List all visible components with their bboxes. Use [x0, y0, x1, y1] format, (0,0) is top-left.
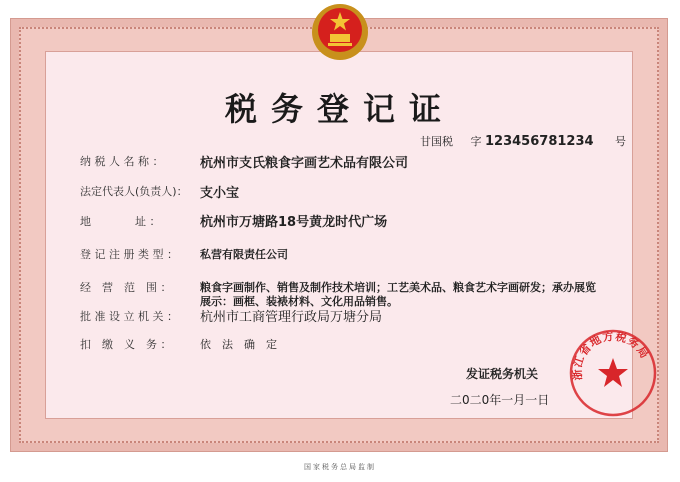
cert-zi: 字 [470, 135, 482, 148]
cert-number-value: 123456781234 [485, 134, 594, 149]
cert-hao: 号 [615, 135, 627, 148]
field-label: 纳 税 人 名 称 ： [80, 155, 164, 168]
issuing-authority: 发证税务机关 [466, 367, 539, 381]
legal-representative: 支小宝 [200, 186, 240, 201]
field-label: 地 址 ： [80, 215, 161, 228]
footer-text: 国家税务总局监制 [304, 463, 376, 471]
certificate-number [420, 133, 626, 149]
business-scope: 粮食字画制作、销售及制作技术培训；工艺美术品、粮食艺术字画研发；承办展览 [200, 281, 596, 294]
field-label: 批 准 设 立 机 关 ： [80, 310, 178, 323]
seal-text: 浙江省地方税务局 [570, 329, 652, 381]
registration-type: 私营有限责任公司 [200, 248, 288, 261]
issue-date: 二0二0年一月一日 [450, 393, 550, 407]
official-seal-icon [568, 328, 658, 418]
cert-prefix: 甘国税 [420, 135, 453, 148]
field-label: 登 记 注 册 类 型 ： [80, 248, 178, 261]
taxpayer-name: 杭州市支氏粮食字画艺术品有限公司 [200, 156, 409, 171]
approval-authority: 杭州市工商管理行政局万塘分局 [200, 310, 383, 325]
field-label: 扣 缴 义 务 ： [80, 338, 172, 351]
field-label: 经 营 范 围 ： [80, 281, 172, 294]
field-label: 法定代表人(负责人)： [80, 185, 188, 198]
page-title: 税务登记证 [224, 90, 455, 128]
withholding-obligation: 依 法 确 定 [200, 338, 277, 351]
address: 杭州市万塘路18号黄龙时代广场 [200, 215, 388, 230]
national-emblem-icon [306, 2, 374, 62]
business-scope-line2: 展示：画框、装裱材料、文化用品销售。 [200, 295, 398, 308]
